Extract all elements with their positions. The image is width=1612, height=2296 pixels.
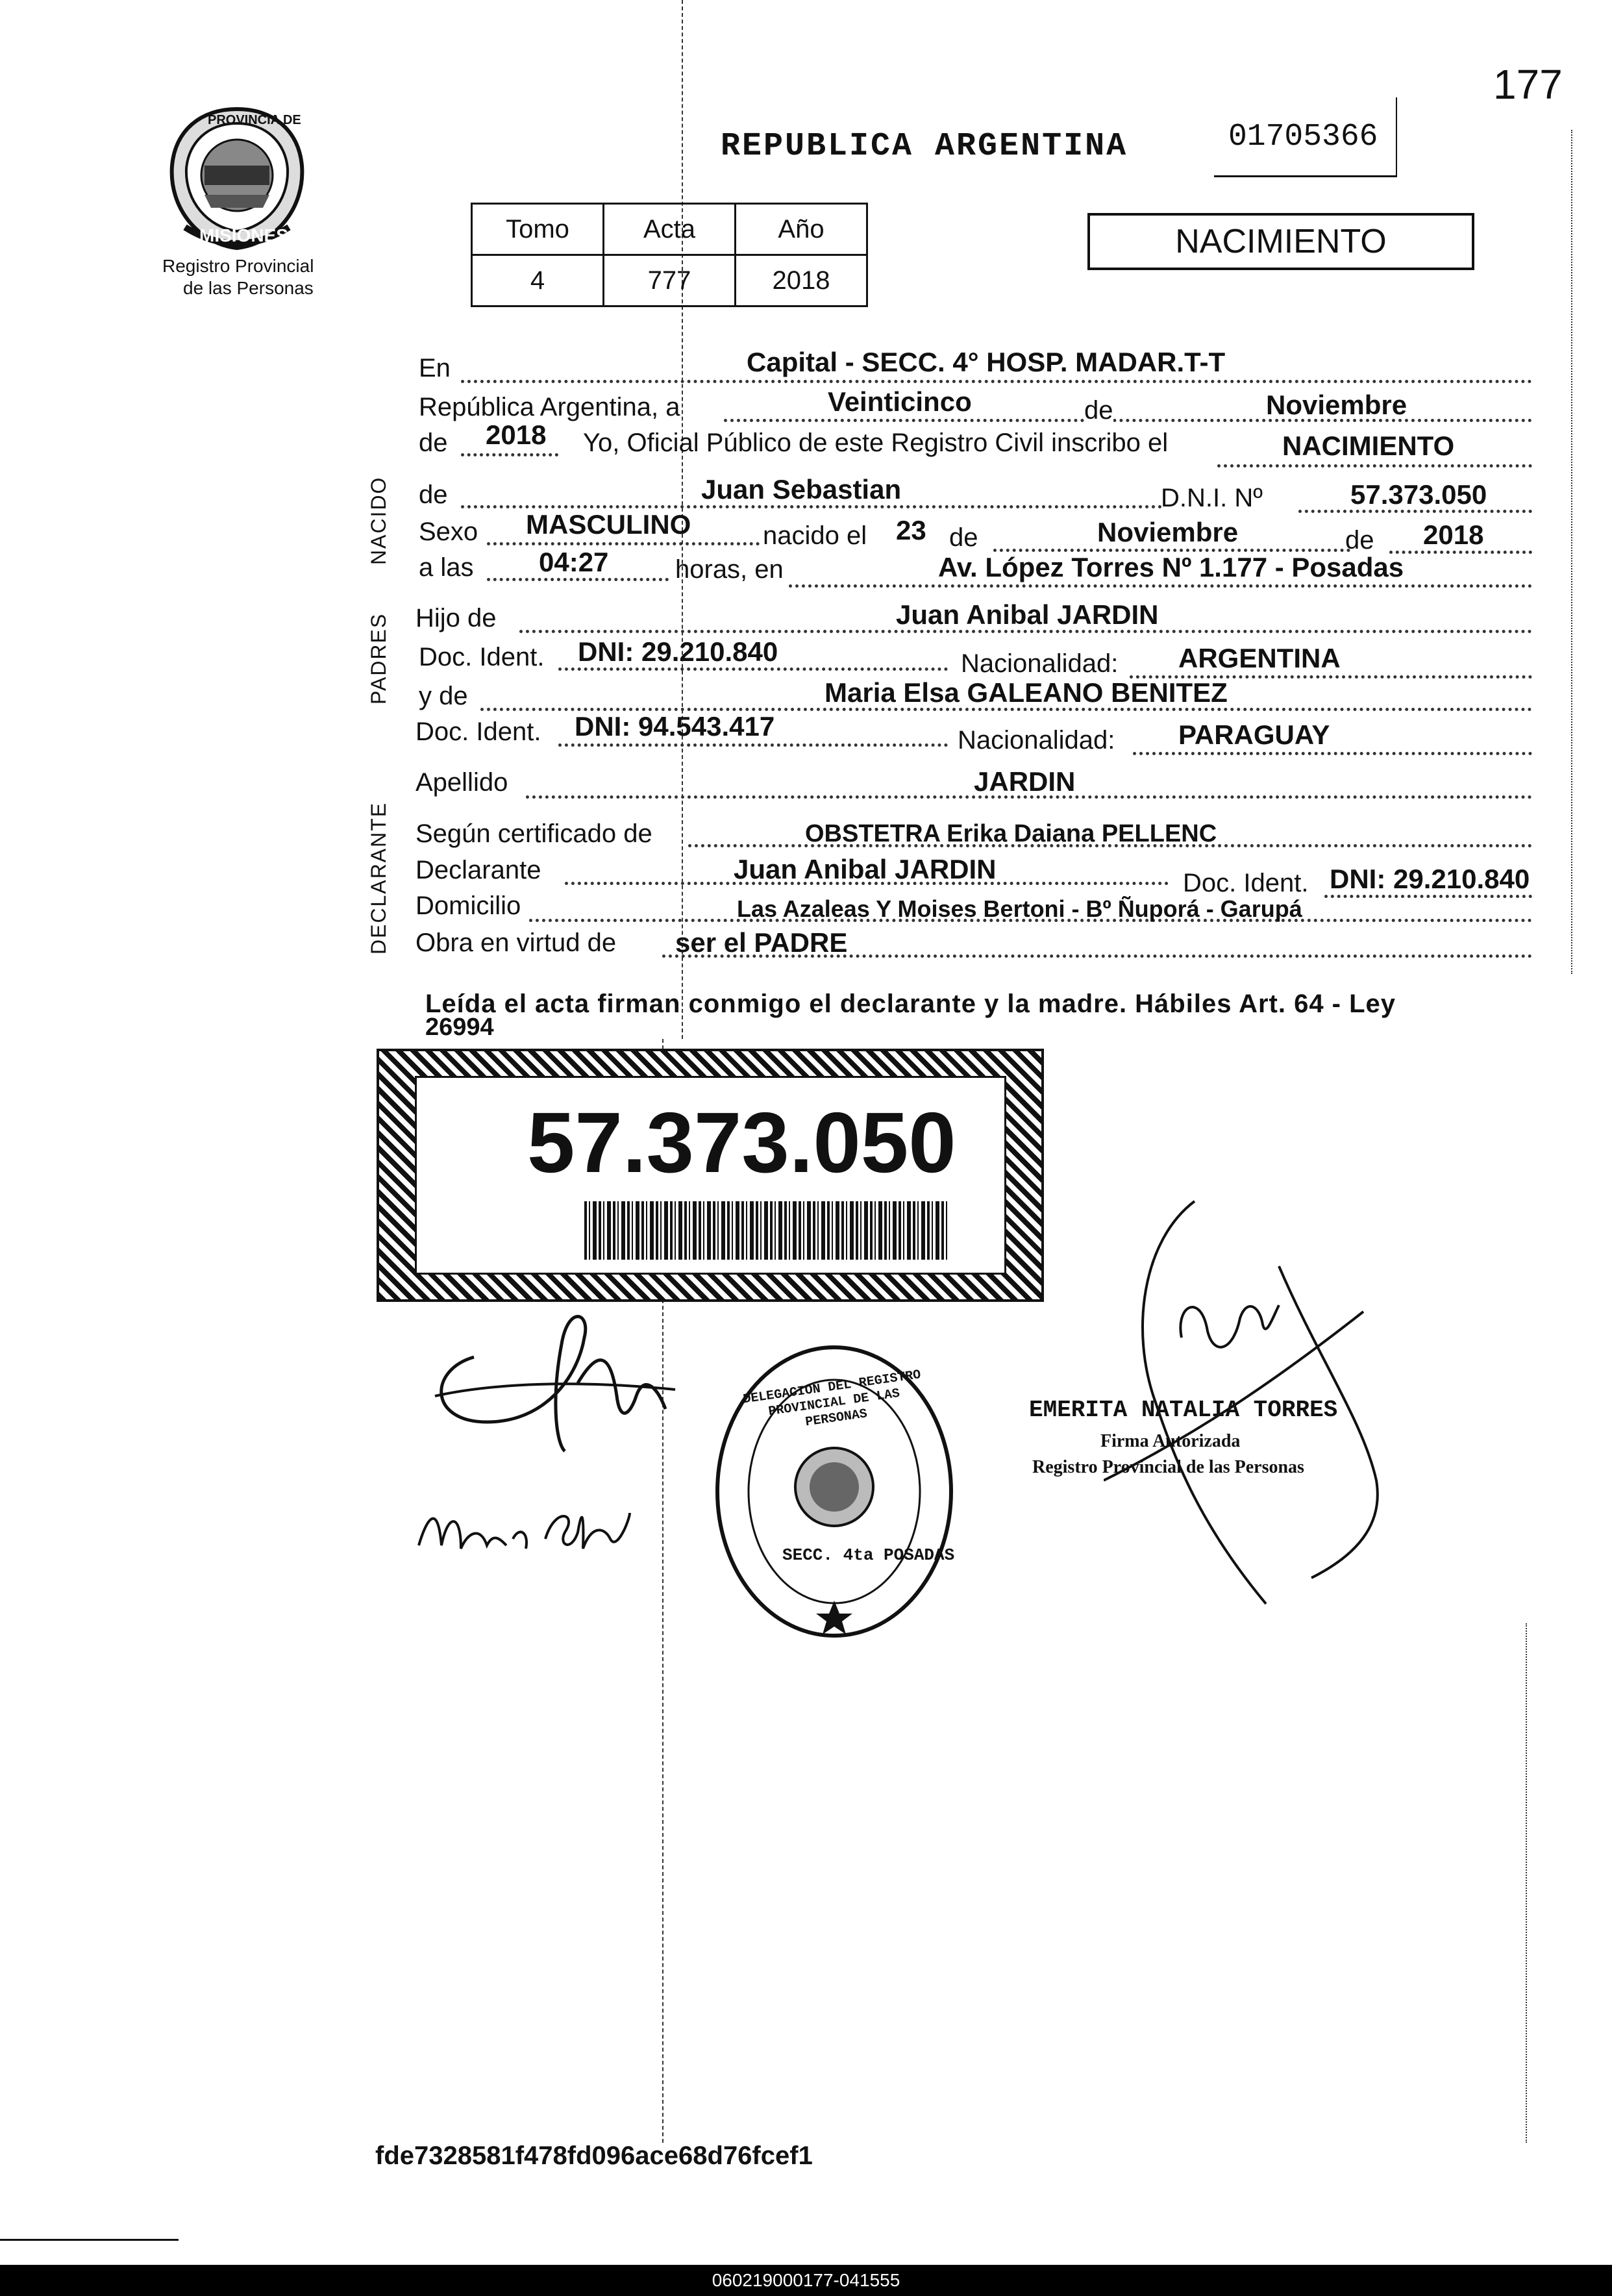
dni-value: 57.373.050: [1350, 479, 1487, 510]
dotted-line: [558, 743, 948, 747]
dotted-line: [1389, 551, 1532, 554]
seal-text-top: PROVINCIA DE: [208, 113, 301, 127]
doc-type-box: [1087, 213, 1474, 270]
scan-line: [1571, 130, 1572, 974]
section-label-nacido: NACIDO: [367, 476, 390, 565]
month-value: Noviembre: [1266, 390, 1407, 420]
obra-value: ser el PADRE: [675, 927, 848, 958]
nacionalidad2-label: Nacionalidad:: [958, 726, 1115, 755]
republica-label: República Argentina, a: [419, 393, 680, 421]
yo-text: Yo, Oficial Público de este Registro Civil inscribo el: [583, 429, 1169, 457]
declarante-label: Declarante: [415, 856, 541, 884]
father-doc: DNI: 29.210.840: [578, 636, 778, 667]
dotted-line: [724, 419, 1532, 422]
apellido-label: Apellido: [415, 768, 508, 797]
a-las-label: a las: [419, 553, 474, 582]
dotted-line: [1298, 510, 1532, 513]
birth-month: Noviembre: [1097, 517, 1239, 547]
segun-value: OBSTETRA Erika Daiana PELLENC: [805, 820, 1217, 847]
serial-box: [1214, 97, 1397, 177]
dotted-line: [487, 578, 669, 581]
de2-label: de: [419, 429, 448, 457]
official-name: EMERITA NATALIA TORRES: [1029, 1397, 1338, 1423]
declarante-doc: DNI: 29.210.840: [1330, 864, 1530, 894]
section-label-declarante: DECLARANTE: [367, 801, 390, 955]
dni-number-box: [377, 1049, 1044, 1302]
mother-signature-text: [415, 1487, 446, 1516]
birth-year: 2018: [1423, 519, 1484, 550]
doc-ident2-label: Doc. Ident.: [415, 718, 541, 746]
de4-label: de: [949, 523, 978, 552]
dotted-line: [461, 505, 1162, 508]
de5-label: de: [1345, 526, 1374, 555]
footer-code: 060219000177-041555: [712, 2270, 900, 2290]
dni-box-inner: [415, 1076, 1006, 1275]
anio-value: 2018: [736, 255, 867, 306]
father-nat: ARGENTINA: [1178, 643, 1341, 673]
nacionalidad-label: Nacionalidad:: [961, 649, 1119, 678]
dotted-line: [789, 584, 1532, 588]
name-value: Juan Sebastian: [701, 474, 902, 505]
dotted-line: [487, 542, 760, 545]
official-office: Registro Provincial de las Personas: [1032, 1457, 1304, 1477]
sexo-label: Sexo: [419, 518, 478, 546]
birth-day: 23: [896, 515, 926, 545]
declarante-value: Juan Anibal JARDIN: [734, 854, 997, 884]
acta-header: Acta: [604, 204, 736, 255]
serial-number: 01705366: [1228, 119, 1378, 155]
stamp-ring-text: DELEGACION DEL REGISTRO PROVINCIAL DE LAS PERSONAS: [742, 1367, 922, 1430]
de3-label: de: [419, 480, 448, 509]
domicilio-value: Las Azaleas Y Moises Bertoni - Bº Ñuporá - Garupá: [737, 895, 1302, 922]
obra-label: Obra en virtud de: [415, 929, 617, 957]
closing-line2: 26994: [425, 1014, 494, 1041]
mother-value: Maria Elsa GALEANO BENITEZ: [825, 677, 1228, 708]
mother-nat: PARAGUAY: [1178, 719, 1330, 750]
dotted-line: [461, 453, 558, 456]
mother-signature: [415, 1487, 636, 1571]
doc-type-label: NACIMIENTO: [1175, 223, 1387, 260]
tomo-value: 4: [472, 255, 604, 306]
y-de-label: y de: [419, 682, 468, 710]
dni-label: D.N.I. Nº: [1161, 484, 1263, 512]
registry-stamp: [711, 1341, 958, 1643]
dni-box-number: 57.373.050: [527, 1095, 956, 1190]
dotted-line: [1133, 752, 1532, 755]
apellido-value: JARDIN: [974, 766, 1076, 797]
barcode: [584, 1201, 948, 1260]
dotted-line: [519, 630, 1532, 633]
day-value: Veinticinco: [828, 386, 972, 417]
tomo-header: Tomo: [472, 204, 604, 255]
dotted-line: [1217, 464, 1532, 468]
acta-value: 777: [604, 255, 736, 306]
place-value: Av. López Torres Nº 1.177 - Posadas: [938, 552, 1404, 582]
dotted-line: [1324, 895, 1532, 898]
father-value: Juan Anibal JARDIN: [896, 599, 1159, 630]
year-value: 2018: [486, 419, 547, 450]
en-value: Capital - SECC. 4° HOSP. MADAR.T-T: [747, 347, 1226, 377]
dotted-line: [461, 380, 1532, 383]
doc-ident3-label: Doc. Ident.: [1183, 869, 1309, 897]
sexo-value: MASCULINO: [526, 509, 691, 540]
margin-line: [0, 2239, 179, 2241]
doc-ident-label: Doc. Ident.: [419, 643, 545, 671]
footer-code-bar: [0, 2265, 1612, 2296]
seal-text-bottom: MISIONES: [199, 225, 288, 245]
anio-header: Año: [736, 204, 867, 255]
official-role: Firma Autorizada: [1100, 1431, 1241, 1451]
nacido-el-label: nacido el: [763, 521, 867, 550]
country-title: REPUBLICA ARGENTINA: [721, 128, 1128, 165]
time-value: 04:27: [539, 547, 609, 577]
horas-label: horas, en: [675, 555, 784, 584]
mother-doc: DNI: 94.543.417: [575, 711, 775, 742]
page-number: 177: [1493, 61, 1563, 108]
registry-name-line2: de las Personas: [183, 278, 314, 298]
hijo-label: Hijo de: [415, 604, 497, 632]
dotted-line: [558, 668, 948, 671]
section-label-padres: PADRES: [367, 612, 390, 705]
domicilio-label: Domicilio: [415, 892, 521, 920]
nacimiento-value: NACIMIENTO: [1282, 430, 1455, 461]
scan-line: [1526, 1623, 1527, 2143]
stamp-inner-text: SECC. 4ta POSADAS: [782, 1545, 955, 1565]
closing-line1: Leída el acta firman conmigo el declarante y la madre. Hábiles Art. 64 - Ley: [425, 990, 1396, 1018]
province-seal-logo: [159, 104, 315, 253]
declarante-signature: [415, 1299, 688, 1461]
de-label: de: [1084, 396, 1113, 425]
document-hash: fde7328581f478fd096ace68d76fcef1: [375, 2141, 813, 2170]
en-label: En: [419, 354, 451, 382]
registry-name-line1: Registro Provincial: [162, 256, 314, 276]
record-table: [471, 203, 868, 307]
segun-label: Según certificado de: [415, 819, 652, 848]
